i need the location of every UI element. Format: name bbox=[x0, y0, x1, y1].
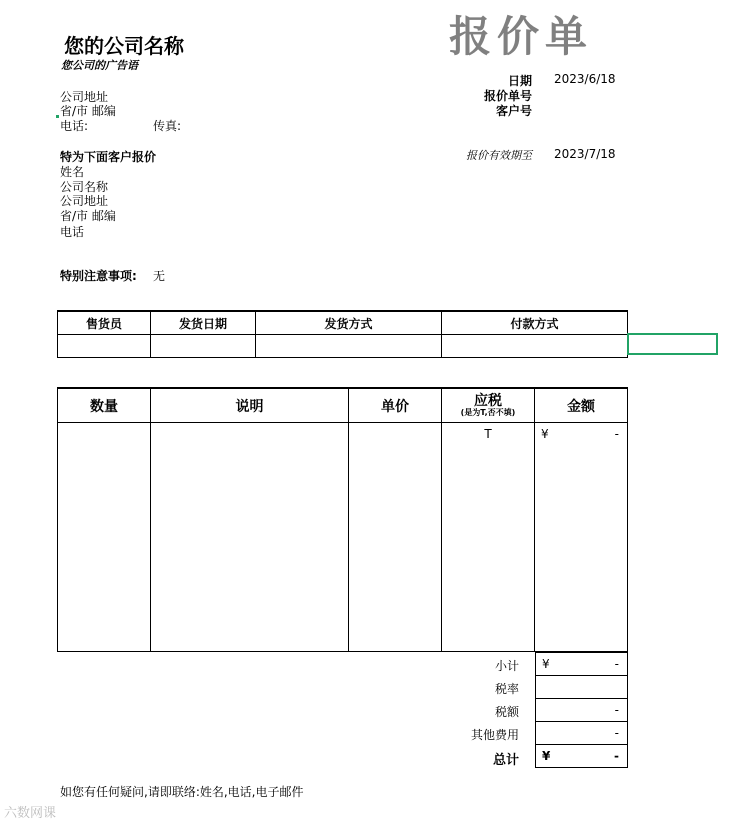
amount-cell[interactable] bbox=[535, 423, 628, 652]
company-city-zip: 省/市 邮编 bbox=[60, 104, 116, 118]
header-quantity: 数量 bbox=[58, 388, 151, 423]
notes-label: 特别注意事项: bbox=[60, 269, 137, 283]
document-title: 报价单 bbox=[449, 12, 594, 61]
subtotal-currency: ¥ bbox=[542, 657, 550, 671]
salesperson-cell[interactable] bbox=[58, 335, 151, 358]
total-currency: ¥ bbox=[542, 749, 551, 763]
header-taxable-note: (是为T,否不填) bbox=[460, 407, 516, 417]
description-cell[interactable] bbox=[151, 423, 349, 652]
other-fees-cell[interactable] bbox=[536, 722, 628, 745]
phone-label: 电话: bbox=[60, 119, 89, 133]
amount-value: - bbox=[614, 427, 619, 441]
company-name: 您的公司名称 bbox=[64, 34, 184, 58]
date-label: 日期 bbox=[507, 74, 532, 88]
cell-marker bbox=[56, 115, 59, 118]
header-ship-method: 发货方式 bbox=[256, 311, 442, 335]
watermark-logo: 六数网课 bbox=[4, 806, 57, 821]
ship-method-cell[interactable] bbox=[256, 335, 442, 358]
tax-cell[interactable] bbox=[536, 699, 628, 722]
payment-method-cell[interactable] bbox=[442, 335, 628, 358]
tax-rate-cell[interactable] bbox=[536, 676, 628, 699]
subtotal-cell[interactable] bbox=[536, 653, 628, 676]
customer-name: 姓名 bbox=[60, 165, 85, 179]
other-fees-value: - bbox=[614, 726, 619, 740]
total-cell[interactable] bbox=[536, 745, 628, 768]
valid-until-label: 报价有效期至 bbox=[466, 149, 532, 162]
totals-table bbox=[535, 652, 628, 768]
header-payment-method: 付款方式 bbox=[442, 311, 628, 335]
quote-number-label: 报价单号 bbox=[483, 89, 532, 103]
customer-city-zip: 省/市 邮编 bbox=[60, 209, 116, 223]
subtotal-label: 小计 bbox=[494, 659, 519, 673]
header-salesperson: 售货员 bbox=[58, 311, 151, 335]
selected-cell[interactable] bbox=[627, 333, 718, 355]
ship-date-cell[interactable] bbox=[151, 335, 256, 358]
items-table bbox=[57, 387, 628, 652]
customer-id-label: 客户号 bbox=[495, 104, 532, 118]
unit-price-cell[interactable] bbox=[349, 423, 442, 652]
customer-heading: 特为下面客户报价 bbox=[60, 150, 157, 164]
customer-company: 公司名称 bbox=[60, 180, 109, 194]
company-address: 公司地址 bbox=[60, 90, 109, 104]
other-fees-label: 其他费用 bbox=[470, 728, 519, 742]
tax-rate-label: 税率 bbox=[494, 682, 519, 696]
customer-address: 公司地址 bbox=[60, 194, 109, 208]
notes-value: 无 bbox=[153, 269, 166, 283]
header-amount: 金额 bbox=[535, 388, 628, 423]
shipping-table bbox=[57, 310, 628, 358]
fax-label: 传真: bbox=[153, 119, 182, 133]
header-taxable-label: 应税 bbox=[474, 392, 502, 409]
header-taxable bbox=[442, 388, 535, 423]
table-row bbox=[58, 423, 628, 652]
header-unit-price: 单价 bbox=[349, 388, 442, 423]
date-value: 2023/6/18 bbox=[554, 72, 616, 86]
quantity-cell[interactable] bbox=[58, 423, 151, 652]
total-label: 总计 bbox=[492, 753, 519, 768]
total-value: - bbox=[614, 749, 619, 763]
contact-footer: 如您有任何疑问,请即联络:姓名,电话,电子邮件 bbox=[60, 785, 304, 799]
taxable-cell[interactable] bbox=[442, 423, 535, 652]
customer-phone: 电话 bbox=[60, 225, 85, 239]
tax-label: 税额 bbox=[494, 705, 519, 719]
valid-until-value: 2023/7/18 bbox=[554, 147, 616, 161]
amount-currency: ¥ bbox=[541, 427, 549, 441]
header-description: 说明 bbox=[151, 388, 349, 423]
header-ship-date: 发货日期 bbox=[151, 311, 256, 335]
subtotal-value: - bbox=[614, 657, 619, 671]
tax-value: - bbox=[614, 703, 619, 717]
taxable-value: T bbox=[484, 427, 492, 441]
company-slogan: 您公司的广告语 bbox=[61, 59, 138, 72]
